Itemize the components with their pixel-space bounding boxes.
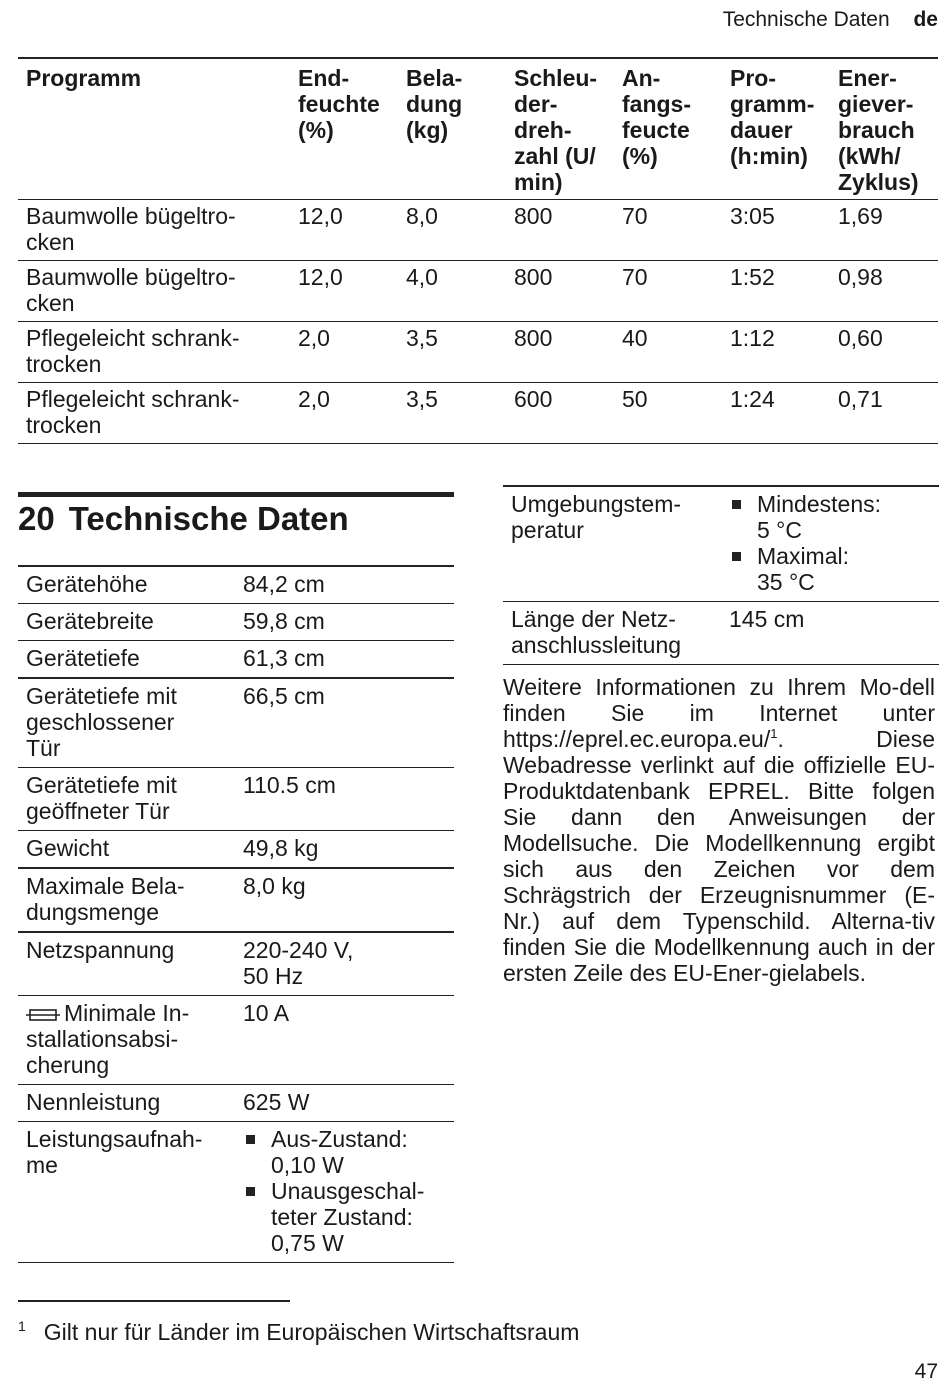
program-row	[18, 383, 938, 444]
program-table-body	[18, 200, 938, 444]
bullet-item: Unausgeschal- teter Zustand: 0,75 W	[243, 1178, 446, 1256]
program-table-header	[18, 58, 938, 200]
spec-label: Gerätetiefe mit geschlossener Tür	[26, 683, 177, 761]
cell-energie: 0,71	[838, 386, 883, 412]
spec-value: 110.5 cm	[243, 772, 336, 798]
spec-row	[503, 602, 939, 665]
spec-label: Gerätetiefe mit geöffneter Tür	[26, 772, 177, 824]
spec-value: 625 W	[243, 1089, 310, 1115]
spec-value: 66,5 cm	[243, 683, 325, 709]
cell-energie: 0,60	[838, 325, 883, 351]
language-code: de	[913, 8, 938, 31]
spec-value	[235, 1122, 454, 1263]
spec-row	[18, 1085, 454, 1122]
footnote-mark: 1	[18, 1318, 26, 1334]
section-number: 20	[18, 500, 55, 537]
cell-energie: 1,69	[838, 203, 883, 229]
info-text-start: Weitere Informationen zu Ihrem Mo-dell finden Sie im Internet unter https://eprel.ec.europa.eu/	[503, 674, 935, 752]
spec-table-left	[18, 565, 454, 1263]
cell-dauer: 3:05	[730, 203, 775, 229]
spec-label: Gerätetiefe	[26, 645, 140, 671]
program-row	[18, 261, 938, 322]
spec-label: Netzspannung	[26, 937, 175, 963]
section-heading	[18, 500, 349, 538]
spec-row	[18, 831, 454, 869]
footnote-text: Gilt nur für Länder im Europäischen Wirtschaftsraum	[43, 1319, 580, 1345]
cell-schleuder: 800	[514, 203, 553, 229]
cell-schleuder: 600	[514, 386, 553, 412]
footnote-rule	[18, 1300, 290, 1302]
cell-endfeuchte: 2,0	[298, 325, 330, 351]
cell-programm: Pflegeleicht schrank- trocken	[26, 325, 240, 377]
cell-beladung: 8,0	[406, 203, 438, 229]
spec-row	[18, 932, 454, 996]
cell-dauer: 1:24	[730, 386, 775, 412]
header-programmdauer: Pro- gramm- dauer (h:min)	[730, 65, 815, 169]
spec-value: 10 A	[243, 1000, 290, 1026]
footnote-reference: 1	[770, 726, 778, 741]
cell-anfangsfeuchte: 70	[622, 264, 648, 290]
spec-value	[721, 486, 939, 602]
cell-dauer: 1:52	[730, 264, 775, 290]
bullet-list	[729, 491, 931, 595]
program-row	[18, 200, 938, 261]
spec-row	[18, 868, 454, 932]
page-number: 47	[914, 1360, 938, 1383]
section-rule	[18, 492, 454, 497]
spec-row	[18, 604, 454, 641]
bullet-item: Maximal: 35 °C	[729, 543, 931, 595]
footnote	[18, 1318, 579, 1346]
spec-value: 220-240 V, 50 Hz	[243, 937, 354, 989]
bullet-item: Aus-Zustand: 0,10 W	[243, 1126, 446, 1178]
cell-schleuder: 800	[514, 325, 553, 351]
spec-label: Umgebungstem- peratur	[511, 491, 682, 543]
cell-anfangsfeuchte: 50	[622, 386, 648, 412]
header-energieverbrauch: Ener- giever- brauch (kWh/ Zyklus)	[838, 65, 919, 195]
running-head	[723, 8, 938, 32]
cell-endfeuchte: 12,0	[298, 203, 343, 229]
header-schleuderdrehzahl: Schleu- der- dreh- zahl (U/ min)	[514, 65, 598, 195]
cell-energie: 0,98	[838, 264, 883, 290]
program-table	[18, 57, 938, 444]
cell-anfangsfeuchte: 40	[622, 325, 648, 351]
spec-label: Gewicht	[26, 835, 110, 861]
bullet-item: Mindestens: 5 °C	[729, 491, 931, 543]
cell-endfeuchte: 2,0	[298, 386, 330, 412]
spec-row	[18, 996, 454, 1085]
spec-value: 59,8 cm	[243, 608, 325, 634]
info-text-end: . Diese Webadresse verlinkt auf die offizielle EU-Produktdatenbank EPREL. Bitte folgen Sie dann den Anweisungen der Modellsuche. Die Modellkennung ergibt sich aus den Zeichen vor dem Schrägstrich der Erzeugnisnummer (E-Nr.) auf dem Typenschild. Alterna-tiv finden Sie die Modellkennung auch in der ersten Zeile des EU-Ener-gielabels.	[503, 726, 935, 986]
cell-anfangsfeuchte: 70	[622, 203, 648, 229]
fuse-icon	[26, 1008, 60, 1022]
info-paragraph	[503, 674, 935, 986]
spec-row	[18, 1122, 454, 1263]
spec-value: 61,3 cm	[243, 645, 325, 671]
spec-value: 145 cm	[729, 606, 805, 632]
cell-schleuder: 800	[514, 264, 553, 290]
spec-label: Gerätehöhe	[26, 571, 148, 597]
cell-endfeuchte: 12,0	[298, 264, 343, 290]
header-programm: Programm	[26, 65, 142, 91]
header-anfangsfeuchte: An- fangs- feucte (%)	[622, 65, 691, 169]
spec-value: 84,2 cm	[243, 571, 325, 597]
spec-label: Minimale In- stallationsabsi- cherung	[26, 1000, 190, 1078]
spec-label: Maximale Bela- dungsmenge	[26, 873, 185, 925]
spec-value: 49,8 kg	[243, 835, 319, 861]
section-title: Technische Daten	[68, 500, 349, 537]
spec-label: Gerätebreite	[26, 608, 154, 634]
running-head-title: Technische Daten	[722, 8, 890, 31]
spec-row	[18, 768, 454, 831]
program-row	[18, 322, 938, 383]
cell-dauer: 1:12	[730, 325, 775, 351]
cell-programm: Baumwolle bügeltro- cken	[26, 264, 236, 316]
bullet-list	[243, 1126, 446, 1256]
spec-table-right	[503, 485, 939, 665]
spec-row	[18, 566, 454, 604]
spec-label: Länge der Netz- anschlussleitung	[511, 606, 682, 658]
cell-beladung: 4,0	[406, 264, 438, 290]
spec-label: Nennleistung	[26, 1089, 161, 1115]
cell-programm: Pflegeleicht schrank- trocken	[26, 386, 240, 438]
spec-row	[503, 486, 939, 602]
header-endfeuchte: End- feuchte (%)	[298, 65, 380, 143]
cell-beladung: 3,5	[406, 386, 438, 412]
spec-row	[18, 678, 454, 768]
spec-value: 8,0 kg	[243, 873, 306, 899]
cell-programm: Baumwolle bügeltro- cken	[26, 203, 236, 255]
cell-beladung: 3,5	[406, 325, 438, 351]
spec-label: Leistungsaufnah- me	[26, 1126, 203, 1178]
spec-row	[18, 641, 454, 679]
header-beladung: Bela- dung (kg)	[406, 65, 463, 143]
